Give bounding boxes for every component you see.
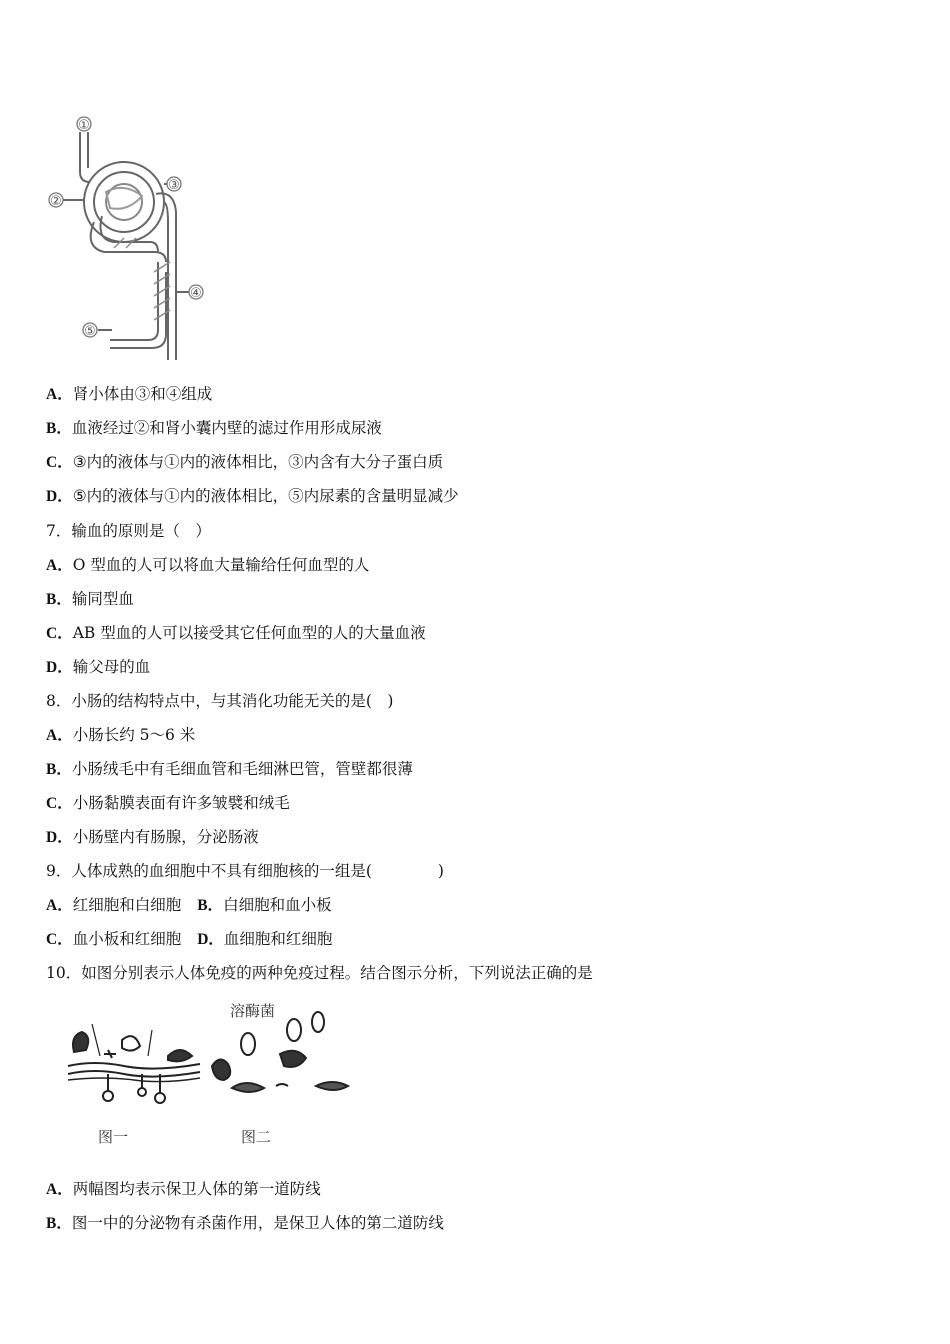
label-5: ⑤ bbox=[84, 324, 96, 339]
q9-option-d: D．血细胞和红细胞 bbox=[197, 930, 333, 948]
q9-stem: 9．人体成熟的血细胞中不具有细胞核的一组是( ) bbox=[46, 862, 444, 880]
q8-option-d: D．小肠壁内有肠腺，分泌肠液 bbox=[46, 828, 259, 846]
q8-option-b: B．小肠绒毛中有毛细血管和毛细淋巴管，管壁都很薄 bbox=[46, 760, 413, 778]
label-2: ② bbox=[50, 194, 62, 209]
q8-option-c: C．小肠黏膜表面有许多皱襞和绒毛 bbox=[46, 794, 290, 812]
q9-options-row1 bbox=[46, 895, 332, 916]
immunity-figure-1 bbox=[64, 1016, 204, 1106]
q6-option-b: B．血液经过②和肾小囊内壁的滤过作用形成尿液 bbox=[46, 419, 382, 437]
q9-option-b: B．白细胞和血小板 bbox=[197, 896, 332, 914]
immunity-figure-label: 溶酶菌 bbox=[230, 1002, 276, 1020]
q9-options-row2 bbox=[46, 929, 332, 950]
q10-option-b: B．图一中的分泌物有杀菌作用，是保卫人体的第二道防线 bbox=[46, 1214, 444, 1232]
q9-option-c: C．血小板和红细胞 bbox=[46, 930, 182, 948]
label-3: ③ bbox=[168, 178, 180, 193]
q6-option-d: D．⑤内的液体与①内的液体相比，⑤内尿素的含量明显减少 bbox=[46, 487, 459, 505]
nephron-figure bbox=[44, 112, 214, 362]
q10-option-a: A．两幅图均表示保卫人体的第一道防线 bbox=[46, 1180, 321, 1198]
q9-option-a: A．红细胞和白细胞 bbox=[46, 896, 182, 914]
q8-option-a: A．小肠长约 5～6 米 bbox=[46, 726, 196, 744]
caption-figure-1: 图一 bbox=[98, 1128, 129, 1146]
q8-stem: 8．小肠的结构特点中，与其消化功能无关的是( ) bbox=[46, 692, 394, 710]
q7-option-c: C．AB 型血的人可以接受其它任何血型的人的大量血液 bbox=[46, 624, 426, 642]
q7-option-a: A．O 型血的人可以将血大量输给任何血型的人 bbox=[46, 556, 370, 574]
label-1: ① bbox=[78, 118, 90, 133]
q7-option-b: B．输同型血 bbox=[46, 590, 134, 608]
q7-option-d: D．输父母的血 bbox=[46, 658, 151, 676]
q10-stem: 10．如图分别表示人体免疫的两种免疫过程。结合图示分析，下列说法正确的是 bbox=[46, 964, 593, 982]
immunity-figure-2 bbox=[206, 1004, 356, 1104]
q6-option-c: C．③内的液体与①内的液体相比，③内含有大分子蛋白质 bbox=[46, 453, 444, 471]
q7-stem: 7．输血的原则是（ ） bbox=[46, 522, 211, 540]
label-4: ④ bbox=[190, 286, 202, 301]
caption-figure-2: 图二 bbox=[241, 1128, 272, 1146]
q6-option-a: A．肾小体由③和④组成 bbox=[46, 385, 213, 403]
